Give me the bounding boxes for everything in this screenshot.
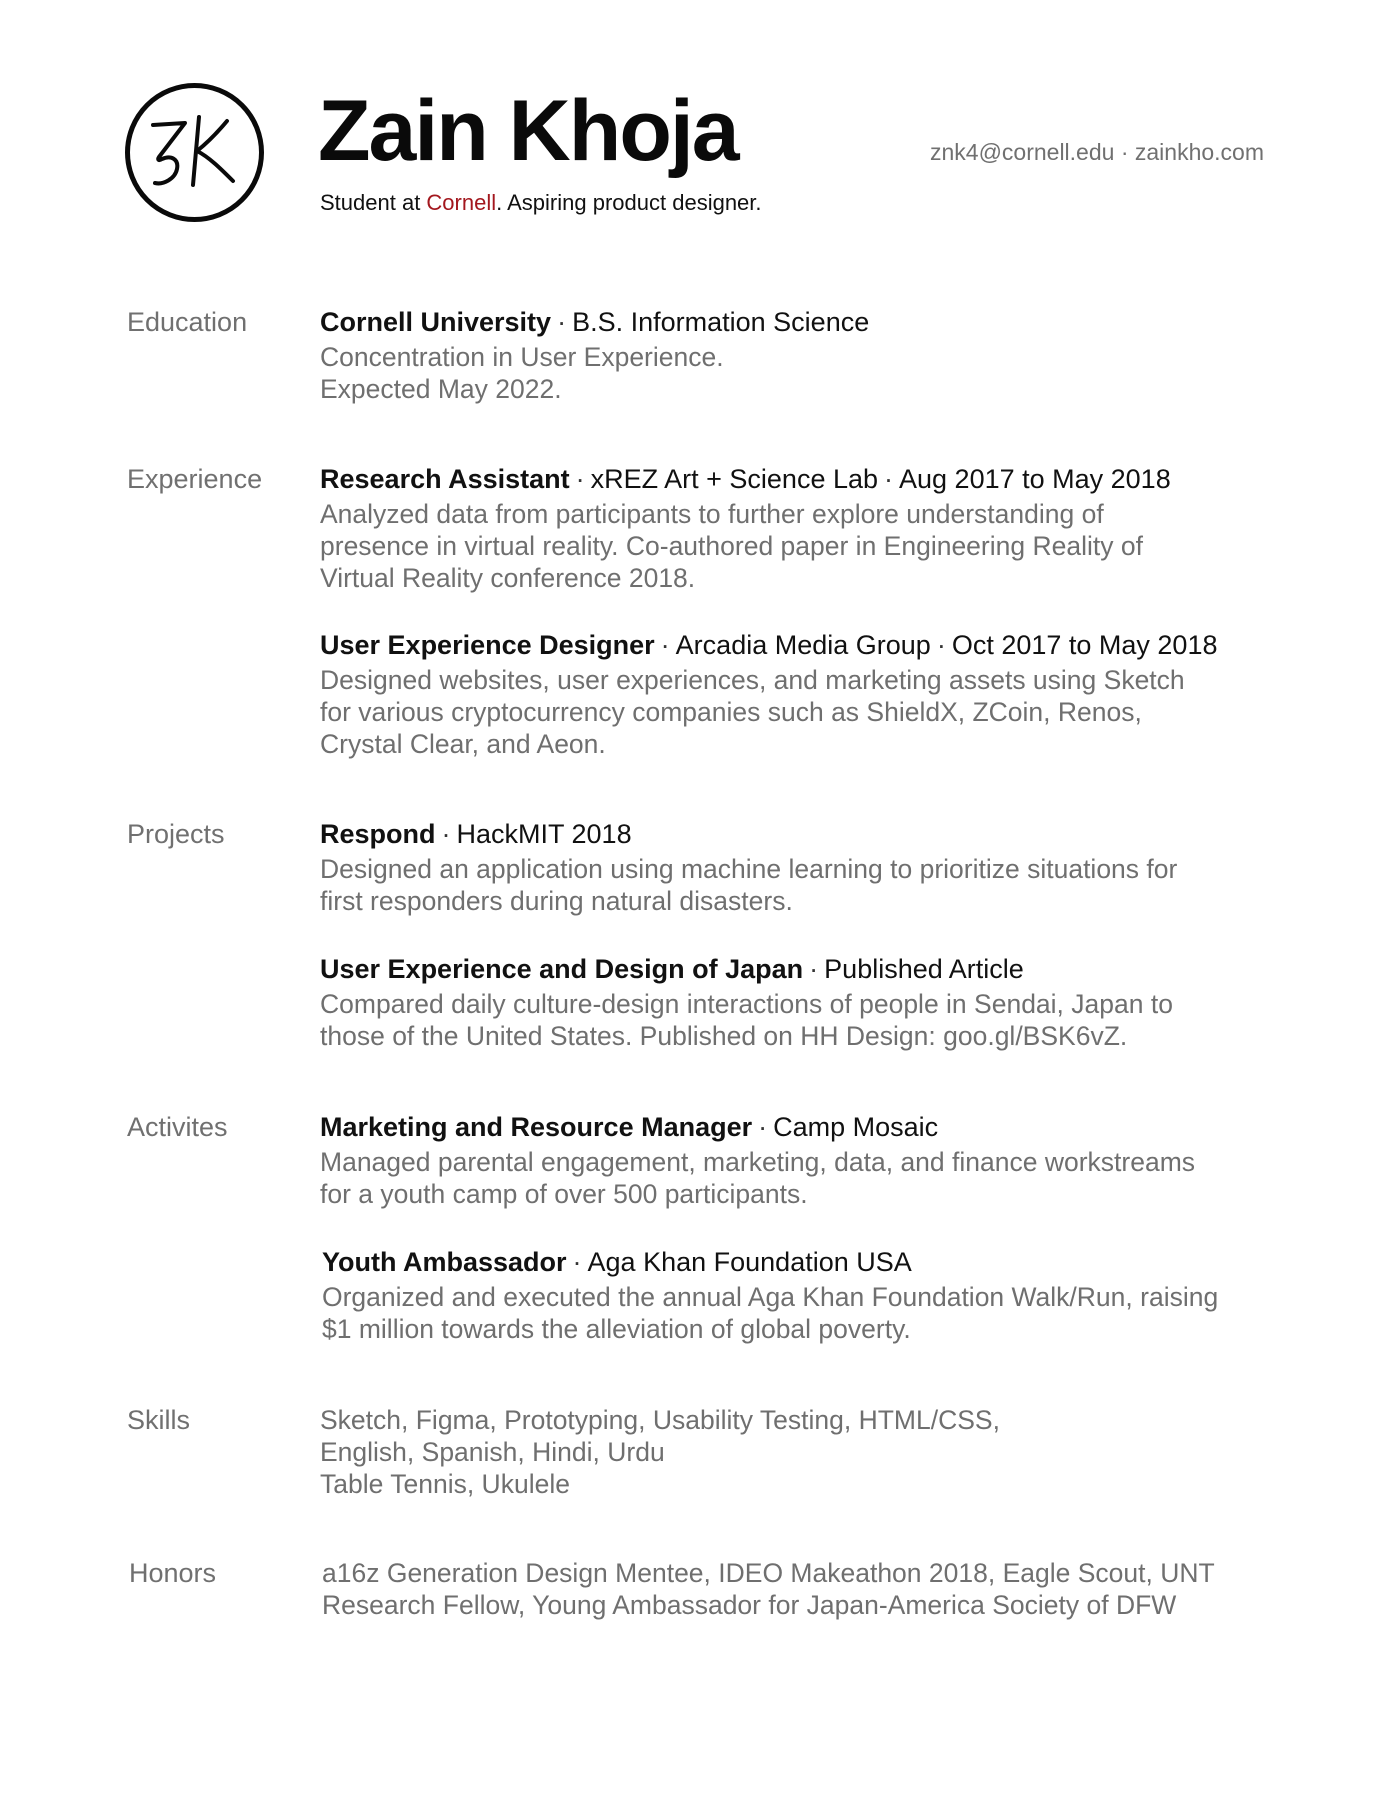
description-line: Virtual Reality conference 2018. xyxy=(320,563,696,594)
entry-title: Cornell University xyxy=(320,307,552,337)
honors-line: Research Fellow, Young Ambassador for Japan-America Society of DFW xyxy=(322,1590,1177,1620)
entry-detail: Aga Khan Foundation USA xyxy=(587,1247,912,1277)
entry-detail: B.S. Information Science xyxy=(572,307,870,337)
entry-description xyxy=(322,1281,1282,1345)
entry-title: Marketing and Resource Manager xyxy=(320,1112,753,1142)
section-label-education: Education xyxy=(127,307,248,337)
entry-title: User Experience and Design of Japan xyxy=(320,954,804,984)
entry-org: Arcadia Media Group xyxy=(675,630,931,660)
page-title: Zain Khoja xyxy=(318,83,738,179)
description-line: $1 million towards the alleviation of global poverty. xyxy=(322,1314,911,1345)
entry-description xyxy=(320,664,1280,760)
description-line: for various cryptocurrency companies such as ShieldX, ZCoin, Renos, xyxy=(320,697,1142,728)
skills-line: Table Tennis, Ukulele xyxy=(320,1469,570,1499)
skills-list xyxy=(320,1404,1280,1500)
project-entry xyxy=(320,953,1280,1052)
activity-entry xyxy=(322,1246,1282,1345)
entry-description xyxy=(320,498,1280,594)
section-label-honors: Honors xyxy=(129,1558,217,1588)
entry-detail: Camp Mosaic xyxy=(773,1112,939,1142)
entry-heading: User Experience Designer · Arcadia Media Group · Oct 2017 to May 2018 xyxy=(320,630,1218,660)
honors-list xyxy=(322,1557,1282,1621)
entry-heading: User Experience and Design of Japan · Published Article xyxy=(320,954,1024,984)
description-line: Organized and executed the annual Aga Khan Foundation Walk/Run, raising xyxy=(322,1282,1219,1313)
entry-title: Research Assistant xyxy=(320,464,570,494)
entry-heading: Cornell University · B.S. Information Science xyxy=(320,307,870,337)
section-label-activities: Activites xyxy=(127,1112,228,1142)
skills-line: English, Spanish, Hindi, Urdu xyxy=(320,1437,665,1467)
experience-entry xyxy=(320,629,1280,760)
description-line: presence in virtual reality. Co-authored paper in Engineering Reality of xyxy=(320,531,1143,562)
contact-info: znk4@cornell.edu · zainkho.com xyxy=(929,139,1264,165)
tagline-prefix: Student at xyxy=(320,190,427,215)
education-entry xyxy=(320,306,1280,405)
description-line: Designed websites, user experiences, and marketing assets using Sketch xyxy=(320,665,1185,696)
description-line: Concentration in User Experience. xyxy=(320,342,724,373)
section-label-experience: Experience xyxy=(127,464,263,494)
entry-heading: Marketing and Resource Manager · Camp Mosaic xyxy=(320,1112,939,1142)
activity-entry xyxy=(320,1111,1280,1210)
entry-detail: HackMIT 2018 xyxy=(456,819,632,849)
description-line: Expected May 2022. xyxy=(320,374,562,405)
entry-title: Youth Ambassador xyxy=(322,1247,567,1277)
description-line: Analyzed data from participants to further explore understanding of xyxy=(320,499,1104,530)
entry-detail: Published Article xyxy=(824,954,1024,984)
description-line: Designed an application using machine learning to prioritize situations for xyxy=(320,854,1178,885)
description-line: Managed parental engagement, marketing, data, and finance workstreams xyxy=(320,1147,1196,1178)
description-line: Compared daily culture-design interactions of people in Sendai, Japan to xyxy=(320,989,1173,1020)
description-line: for a youth camp of over 500 participants. xyxy=(320,1179,808,1210)
entry-org: xREZ Art + Science Lab xyxy=(590,464,879,494)
tagline xyxy=(320,190,762,216)
description-line: those of the United States. Published on HH Design: goo.gl/BSK6vZ. xyxy=(320,1021,1128,1052)
skills-description xyxy=(320,1404,1280,1500)
honors-description xyxy=(322,1557,1282,1621)
tagline-accent: Cornell xyxy=(426,190,497,215)
entry-heading: Research Assistant · xREZ Art + Science Lab · Aug 2017 to May 2018 xyxy=(320,464,1171,494)
entry-heading: Respond · HackMIT 2018 xyxy=(320,819,632,849)
skills-line: Sketch, Figma, Prototyping, Usability Testing, HTML/CSS, xyxy=(320,1405,1000,1435)
entry-title: User Experience Designer xyxy=(320,630,655,660)
entry-description xyxy=(320,988,1280,1052)
entry-description xyxy=(320,853,1280,917)
tagline-suffix: . Aspiring product designer. xyxy=(496,190,762,215)
project-entry xyxy=(320,818,1280,917)
entry-dates: Aug 2017 to May 2018 xyxy=(899,464,1171,494)
entry-title: Respond xyxy=(320,819,436,849)
entry-dates: Oct 2017 to May 2018 xyxy=(951,630,1218,660)
description-line: Crystal Clear, and Aeon. xyxy=(320,729,606,760)
monogram-logo-icon xyxy=(123,81,266,224)
entry-description xyxy=(320,1146,1280,1210)
section-label-projects: Projects xyxy=(127,819,225,849)
description-line: first responders during natural disasters. xyxy=(320,886,793,917)
entry-heading: Youth Ambassador · Aga Khan Foundation USA xyxy=(322,1247,912,1277)
entry-description xyxy=(320,341,1280,405)
section-label-skills: Skills xyxy=(127,1405,191,1435)
honors-line: a16z Generation Design Mentee, IDEO Makeathon 2018, Eagle Scout, UNT xyxy=(322,1558,1215,1588)
experience-entry xyxy=(320,463,1280,594)
